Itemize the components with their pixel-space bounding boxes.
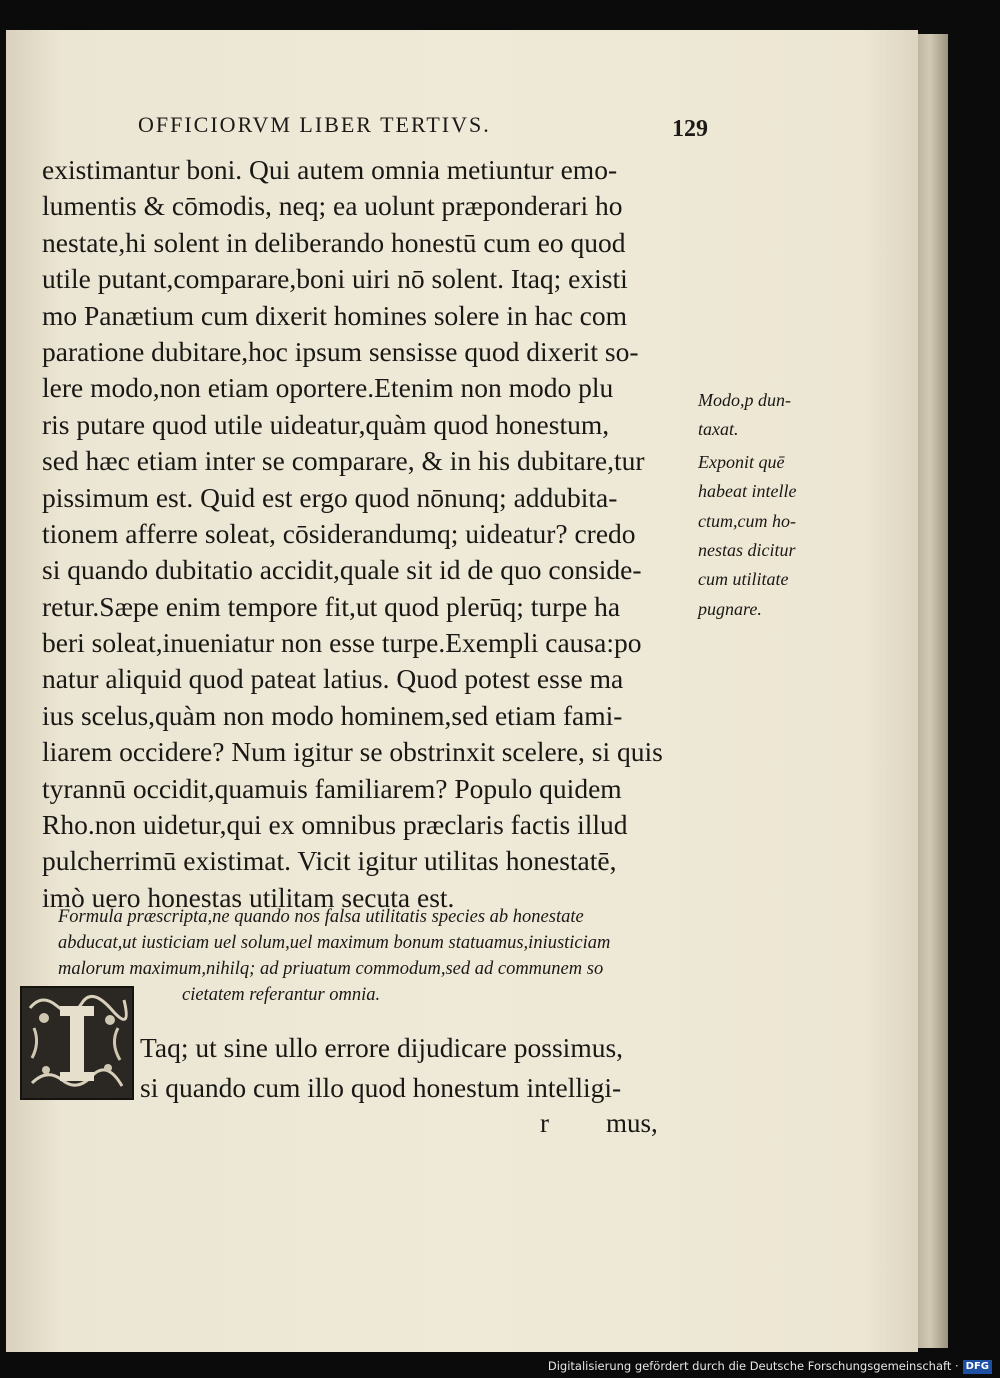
margin-note-line: nestas dicitur xyxy=(698,539,796,560)
summary-line: cietatem referantur omnia. xyxy=(182,985,381,1005)
margin-note-line: ctum,cum ho- xyxy=(698,510,796,531)
text-line: Rho.non uidetur,qui ex omnibus præclaris factis illud xyxy=(42,809,628,841)
margin-note-line: Exponit quē xyxy=(698,451,785,472)
text-line: pissimum est. Quid est ergo quod nōnunq; addubita- xyxy=(42,481,618,513)
text-line: existimantur boni. Qui autem omnia metiuntur emo- xyxy=(42,154,618,185)
text-line: mo Panætium cum dixerit homines solere in hac com xyxy=(42,299,628,331)
margin-note-line: pugnare. xyxy=(698,598,762,619)
text-line: ius scelus,quàm non modo hominem,sed etiam fami- xyxy=(42,699,623,731)
credit-text: Digitalisierung gefördert durch die Deutsche Forschungsgemeinschaft · xyxy=(547,1359,959,1373)
text-line: Taq; ut sine ullo errore dijudicare possimus, xyxy=(140,1032,624,1063)
text-line: sed hæc etiam inter se comparare, & in his dubitare,tur xyxy=(42,445,645,477)
main-text-block xyxy=(42,152,712,916)
dfg-logo: DFG xyxy=(963,1360,992,1374)
text-line: utile putant,comparare,boni uiri nō solent. Itaq; existi xyxy=(42,263,628,295)
text-line: liarem occidere? Num igitur se obstrinxit scelere, si quis xyxy=(42,736,663,768)
text-line: pulcherrimū existimat. Vicit igitur utilitas honestatē, xyxy=(42,845,617,877)
text-line: si quando dubitatio accidit,quale sit id de quo conside- xyxy=(42,554,642,586)
text-line: tionem afferre soleat, cōsiderandumq; uideatur? credo xyxy=(42,517,636,549)
text-line: si quando cum illo quod honestum intelligi- xyxy=(140,1072,622,1103)
summary-line: malorum maximum,nihilq; ad priuatum commodum,sed ad communem so xyxy=(58,959,604,979)
decorated-initial-icon xyxy=(22,988,132,1098)
margin-note-line: Modo,p dun- xyxy=(698,390,791,410)
text-line: tyrannū occidit,quamuis familiarem? Populo quidem xyxy=(42,772,622,804)
chapter-summary xyxy=(58,904,678,1008)
page-number: 129 xyxy=(672,116,708,142)
summary-line: Formula præscripta,ne quando nos falsa utilitatis species ab honestate xyxy=(58,907,584,927)
page-edge xyxy=(918,34,948,1348)
running-head: OFFICIORVM LIBER TERTIVS. xyxy=(138,112,491,137)
text-line: retur.Sæpe enim tempore fit,ut quod plerūq; turpe ha xyxy=(42,590,621,622)
text-line: natur aliquid quod pateat latius. Quod potest esse ma xyxy=(42,663,624,695)
text-line: paratione dubitare,hoc ipsum sensisse quod dixerit so- xyxy=(42,335,639,367)
summary-line: abducat,ut iusticiam uel solum,uel maximum bonum statuamus,iniusticiam xyxy=(58,933,611,953)
text-line: ris putare quod utile uideatur,quàm quod honestum, xyxy=(42,408,610,440)
catchword: mus, xyxy=(606,1108,658,1138)
margin-note-line: taxat. xyxy=(698,419,739,440)
margin-note-line: habeat intelle xyxy=(698,481,797,502)
text-line: lere modo,non etiam oportere.Etenim non modo plu xyxy=(42,372,614,404)
opening-paragraph xyxy=(140,1028,680,1108)
text-line: beri soleat,inueniatur non esse turpe.Exempli causa:po xyxy=(42,627,642,659)
digitization-credit xyxy=(548,1356,992,1376)
signature-mark: r xyxy=(540,1108,549,1138)
marginal-notes xyxy=(698,386,898,624)
text-line: lumentis & cōmodis, neq; ea uolunt præponderari ho xyxy=(42,190,623,222)
text-line: imò uero honestas utilitam secuta est. xyxy=(42,881,455,913)
margin-note-line: cum utilitate xyxy=(698,569,789,590)
decorated-initial xyxy=(20,986,134,1100)
text-line: nestate,hi solent in deliberando honestū cum eo quod xyxy=(42,226,626,258)
